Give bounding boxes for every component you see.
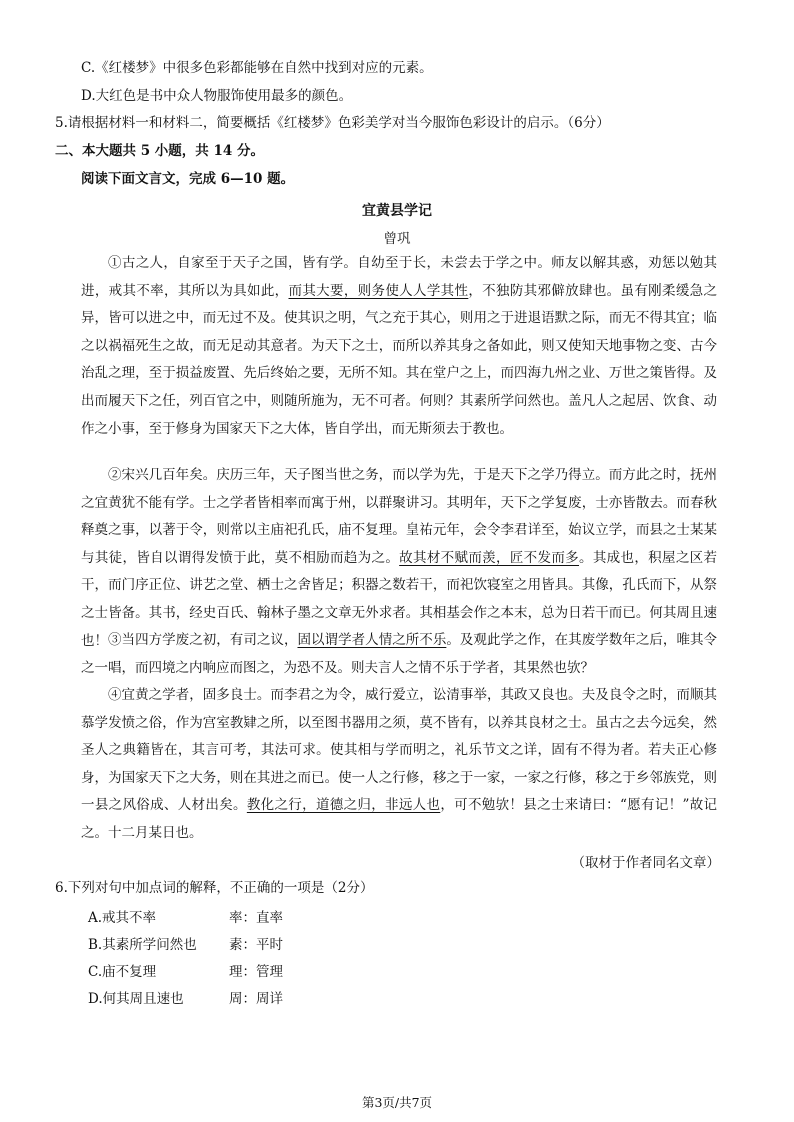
passage-title: 宜黄县学记 <box>362 203 432 219</box>
q6-option-c-gloss: 理：管理 <box>229 964 283 980</box>
q4-option-c: C.《红楼梦》中很多色彩都能够在自然中找到对应的元素。 <box>81 60 433 76</box>
passage-paragraph-3 <box>81 627 717 682</box>
q6-option-b-gloss: 素：平时 <box>229 937 283 953</box>
underlined-sentence: 故其材不赋而羡，匠不发而多 <box>399 549 580 566</box>
question-5: 5.请根据材料一和材料二，简要概括《红楼梦》色彩美学对当今服饰色彩设计的启示。（6分） <box>55 115 610 131</box>
paragraph-text: ③当四方学废之初，有司之议， <box>108 632 298 648</box>
paragraph-text: 。及观此学之作，在其废学数年之后，唯其令之一唱，而四境之内响应而图之，为恐不及。则夫言人之情不乐于学者，其果然也欤？ <box>81 632 718 676</box>
paragraph-text: ④宜黄之学者，固多良士。而李君之为令，威行爱立，讼清事举，其政又良也。夫及良令之时，而顺其慕学发愤之俗，作为宫室教肄之所，以至图书器用之须，莫不皆有，以养其良材之士。虽古之去今远矣，然圣人之典籍皆在，其言可考，其法可求。使其相与学而明之，礼乐节文之详，固有不得为者。若夫正心修身，为国家天下之大务，则在其进之而已。使一人之行修，移之于一家，一家之行修，移之于乡邻族党，则一县之风俗成、人材出矣。 <box>81 687 717 814</box>
underlined-sentence: 教化之行，道德之归，非远人也 <box>246 797 441 814</box>
q4-option-d: D.大红色是书中众人物服饰使用最多的颜色。 <box>81 88 353 104</box>
page-footer: 第3页/共7页 <box>361 1095 433 1110</box>
paragraph-text: ，不独防其邪僻放肆也。虽有刚柔缓急之异，皆可以进之中，而无过不及。使其识之明，气之充于其心，则用之于进退语默之际，而无不得其宜；临之以祸福死生之故，而无足动其意者。为天下之士，而所以养其身之备如此，则又使知天地事物之变、古今治乱之理，至于损益废置、先后终始之要，无所不知。其在堂户之上，而四海九州之业、万世之策皆得。及出而履天下之任，列百官之中，则随所施为，无不可者。何则？其素所学问然也。盖凡人之起居、饮食、动作之小事，至于修身为国家天下之大体，皆自学出，而无斯须去于教也。 <box>81 282 718 437</box>
paragraph-text: ②宋兴几百年矣。庆历三年，天子图当世之务，而以学为先，于是天下之学乃得立。而方此之时，抚州之宜黄犹不能有学。士之学者皆相率而寓于州，以群聚讲习。其明年，天下之学复废，士亦皆散去。而春秋释奠之事，以著于令，则常以主庙祀孔氏，庙不复理。皇祐元年，会令李君详至，始议立学，而县之士某某与其徒，皆自以谓得发愤于此，莫不相励而趋为之。 <box>81 467 717 566</box>
question-6-stem: 6.下列对句中加点词的解释，不正确的一项是（2分） <box>55 880 374 896</box>
passage-paragraph-4 <box>81 682 717 848</box>
q6-option-d-gloss: 周：周详 <box>229 991 283 1007</box>
q6-option-d-label: D.何其周且速也 <box>88 991 184 1007</box>
paragraph-text: ，可不勉欤！县之士来请曰：“愿有记！”故记之。十二月某日也。 <box>81 797 718 841</box>
q6-option-a-label: A.戒其不率 <box>88 910 157 926</box>
q6-option-b-label: B.其素所学问然也 <box>88 937 197 953</box>
underlined-sentence: 固以谓学者人情之所不乐 <box>297 632 447 648</box>
q6-option-a-gloss: 率：直率 <box>229 910 283 926</box>
passage-author: 曾巩 <box>383 231 411 247</box>
passage-paragraph-1 <box>81 250 717 443</box>
underlined-sentence: 而其大要，则务使人人学其性 <box>288 282 469 299</box>
q6-option-c-label: C.庙不复理 <box>88 964 157 980</box>
section-2-instruction: 阅读下面文言文，完成 6—10 题。 <box>81 171 295 187</box>
paragraph-text: 。其成也，积屋之区若干，而门序正位、讲艺之堂、栖士之舍皆足；积器之数若干，而祀饮寝室之用皆具。其像，孔氏而下，从祭之士皆备。其书，经史百氏、翰林子墨之文章无外求者。其相基会作之本末，总为日若干而已。何其周且速也！ <box>81 549 718 649</box>
paragraph-text: ①古之人，自家至于天子之国，皆有学。自幼至于长，未尝去于学之中。师友以解其惑，劝惩以勉其进，戒其不率，其所以为具如此， <box>81 255 717 299</box>
passage-source: （取材于作者同名文章） <box>571 855 720 871</box>
section-2-heading: 二、本大题共 5 小题，共 14 分。 <box>55 143 264 159</box>
